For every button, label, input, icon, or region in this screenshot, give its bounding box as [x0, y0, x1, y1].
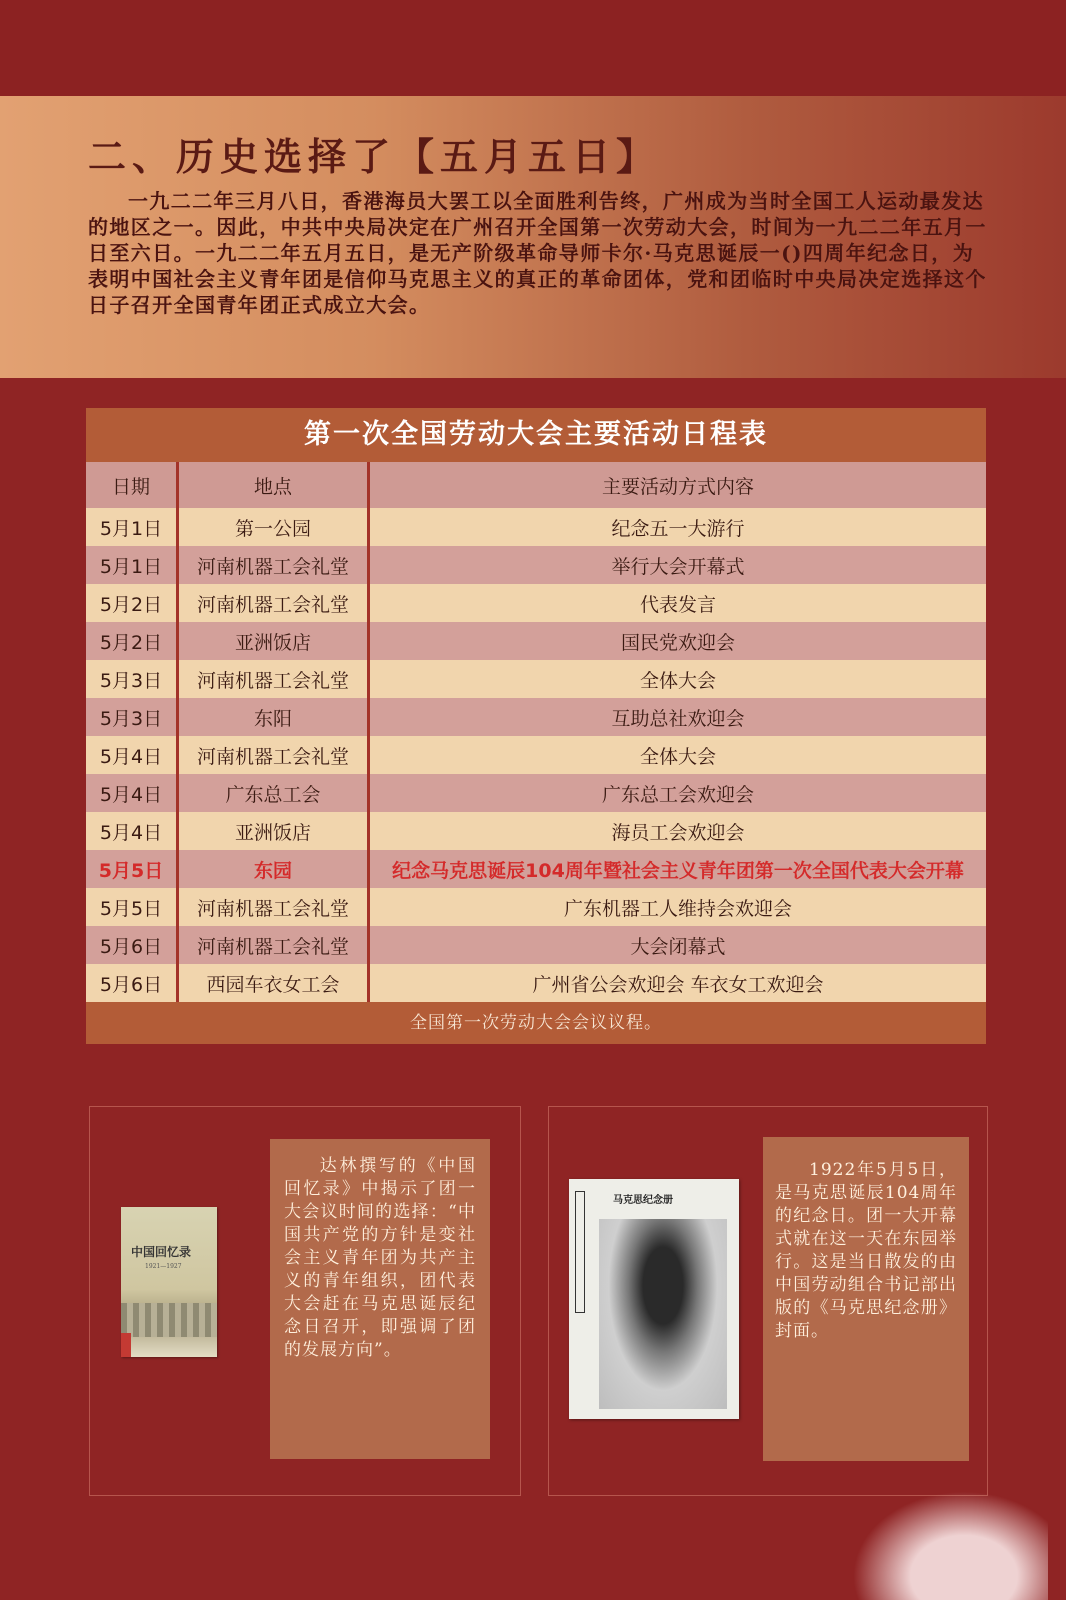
- cell-place: 亚洲饭店: [178, 622, 369, 660]
- cell-place: 河南机器工会礼堂: [178, 546, 369, 584]
- cell-activity: 国民党欢迎会: [369, 622, 987, 660]
- cell-date: 5月6日: [86, 964, 178, 1002]
- booklet-cover-title: 马克思纪念册: [613, 1195, 673, 1206]
- memoir-text: 达林撰写的《中国回忆录》中揭示了团一大会议时间的选择：“中国共产党的方针是变社会主义青年团为共产主义的青年组织，团代表大会赶在马克思诞辰纪念日召开，即强调了团的发展方向”。: [284, 1156, 476, 1360]
- booklet-side-column: [575, 1191, 585, 1313]
- book-title: 中国回忆录: [131, 1245, 192, 1259]
- cell-place: 第一公园: [178, 508, 369, 546]
- cell-activity: 广东总工会欢迎会: [369, 774, 987, 812]
- marx-booklet-description: [763, 1137, 969, 1461]
- memoir-panel: [89, 1106, 521, 1496]
- table-row: [86, 584, 986, 622]
- cell-activity: 全体大会: [369, 736, 987, 774]
- cell-date: 5月4日: [86, 812, 178, 850]
- table-header-row: [86, 462, 986, 508]
- cell-date: 5月2日: [86, 622, 178, 660]
- cell-activity: 互助总社欢迎会: [369, 698, 987, 736]
- cell-date: 5月1日: [86, 508, 178, 546]
- booklet-text: 1922年5月5日，是马克思诞辰104周年的纪念日。团一大开幕式就在这一天在东园举行。这是当日散发的由中国劳动组合书记部出版的《马克思纪念册》封面。: [775, 1160, 957, 1341]
- cell-date: 5月3日: [86, 698, 178, 736]
- cell-activity: 全体大会: [369, 660, 987, 698]
- book-years: 1921—1927: [145, 1263, 182, 1270]
- table-row: [86, 926, 986, 964]
- cell-activity: 海员工会欢迎会: [369, 812, 987, 850]
- cell-activity: 纪念马克思诞辰104周年暨社会主义青年团第一次全国代表大会开幕: [369, 850, 987, 888]
- marx-booklet-panel: [548, 1106, 988, 1496]
- table-row: [86, 736, 986, 774]
- cell-date: 5月5日: [86, 850, 178, 888]
- table-row: [86, 622, 986, 660]
- memoir-description: [270, 1139, 490, 1459]
- cell-date: 5月3日: [86, 660, 178, 698]
- top-band: [0, 0, 1066, 96]
- cell-activity: 大会闭幕式: [369, 926, 987, 964]
- table-row: [86, 850, 986, 888]
- marx-booklet-cover-image: [569, 1179, 739, 1419]
- section-heading: 二、历史选择了【五月五日】: [88, 135, 661, 179]
- schedule-table: [86, 462, 986, 1002]
- cell-place: 河南机器工会礼堂: [178, 926, 369, 964]
- cell-date: 5月2日: [86, 584, 178, 622]
- cell-place: 河南机器工会礼堂: [178, 584, 369, 622]
- cell-date: 5月5日: [86, 888, 178, 926]
- table-row: [86, 964, 986, 1002]
- book-library-label: [121, 1333, 131, 1357]
- cell-date: 5月4日: [86, 774, 178, 812]
- table-row: [86, 508, 986, 546]
- column-header-activity: 主要活动方式内容: [369, 462, 987, 508]
- cell-date: 5月6日: [86, 926, 178, 964]
- cell-place: 东园: [178, 850, 369, 888]
- schedule-body: [86, 508, 986, 1002]
- cell-place: 广东总工会: [178, 774, 369, 812]
- cell-place: 亚洲饭店: [178, 812, 369, 850]
- table-row: [86, 888, 986, 926]
- cell-activity: 代表发言: [369, 584, 987, 622]
- cell-date: 5月1日: [86, 546, 178, 584]
- book-cover-wall-illustration: [121, 1303, 217, 1337]
- cell-place: 河南机器工会礼堂: [178, 736, 369, 774]
- cell-activity: 广州省公会欢迎会 车衣女工欢迎会: [369, 964, 987, 1002]
- cell-activity: 举行大会开幕式: [369, 546, 987, 584]
- section-paragraph: 一九二二年三月八日，香港海员大罢工以全面胜利告终，广州成为当时全国工人运动最发达的地区之一。因此，中共中央局决定在广州召开全国第一次劳动大会，时间为一九二二年五月一日至六日。一九二二年五月五日，是无产阶级革命导师卡尔·马克思诞辰一()四周年纪念日，为表明中国社会主义青年团是信仰马克思主义的真正的革命团体，党和团临时中央局决定选择这个日子召开全国青年团正式成立大会。: [88, 189, 987, 317]
- schedule-caption: 全国第一次劳动大会会议议程。: [86, 1002, 986, 1044]
- column-header-date: 日期: [86, 462, 178, 508]
- table-row: [86, 812, 986, 850]
- schedule-table-block: [86, 408, 986, 1044]
- schedule-title: 第一次全国劳动大会主要活动日程表: [86, 408, 986, 462]
- cell-place: 河南机器工会礼堂: [178, 660, 369, 698]
- intro-section: [0, 96, 1066, 378]
- table-row: [86, 546, 986, 584]
- cell-place: 河南机器工会礼堂: [178, 888, 369, 926]
- table-row: [86, 698, 986, 736]
- memoir-book-image: [121, 1207, 217, 1357]
- decorative-brush-graphic: [838, 1480, 1048, 1600]
- cell-activity: 纪念五一大游行: [369, 508, 987, 546]
- cell-place: 西园车衣女工会: [178, 964, 369, 1002]
- table-row: [86, 660, 986, 698]
- cell-date: 5月4日: [86, 736, 178, 774]
- cell-place: 东阳: [178, 698, 369, 736]
- marx-portrait: [599, 1219, 727, 1409]
- cell-activity: 广东机器工人维持会欢迎会: [369, 888, 987, 926]
- table-row: [86, 774, 986, 812]
- column-header-place: 地点: [178, 462, 369, 508]
